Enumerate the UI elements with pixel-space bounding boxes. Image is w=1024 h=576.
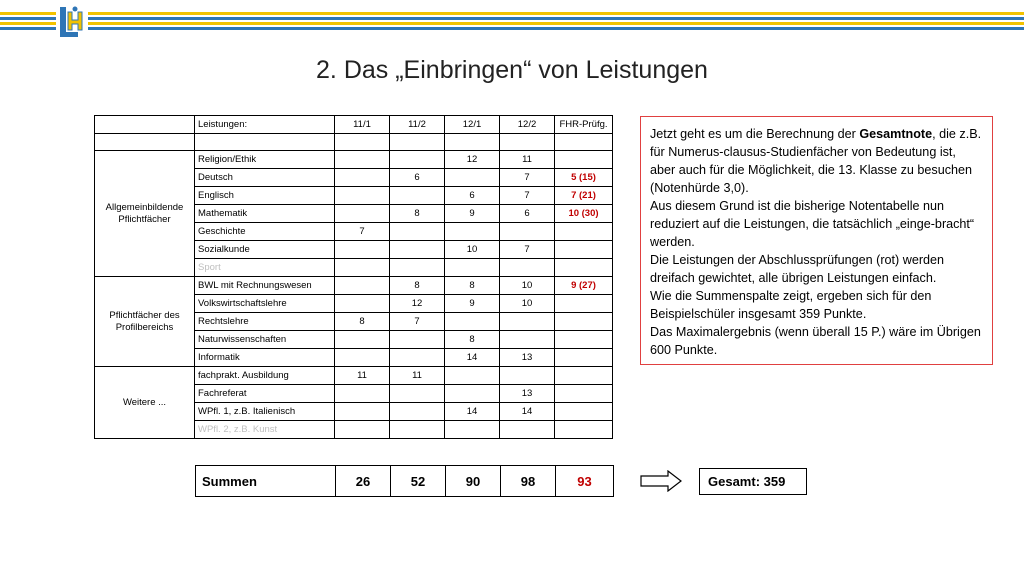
subject-name: Englisch xyxy=(195,187,335,205)
grade-cell: 5 (15) xyxy=(555,169,613,187)
grade-cell xyxy=(335,187,390,205)
subject-name: Fachreferat xyxy=(195,385,335,403)
grade-cell: 8 xyxy=(445,277,500,295)
category-label: Weitere ... xyxy=(95,367,195,439)
grade-cell: 14 xyxy=(445,349,500,367)
page-title: 2. Das „Einbringen“ von Leistungen xyxy=(316,56,708,84)
grade-cell: 8 xyxy=(335,313,390,331)
grade-cell: 6 xyxy=(500,205,555,223)
grade-cell xyxy=(335,295,390,313)
grade-cell xyxy=(390,349,445,367)
sum-fhr-pruefung: 93 xyxy=(556,466,614,497)
explanation-p4: Wie die Summenspalte zeigt, ergeben sich für den Beispielschüler insgesamt 359 Punkte. xyxy=(650,289,932,321)
column-header: 11/2 xyxy=(390,116,445,134)
grade-cell xyxy=(500,331,555,349)
empty-cell xyxy=(95,134,195,151)
grade-cell xyxy=(555,223,613,241)
grade-cell xyxy=(555,259,613,277)
grade-cell xyxy=(555,151,613,169)
grade-cell xyxy=(445,313,500,331)
empty-cell xyxy=(500,134,555,151)
explanation-p2: Aus diesem Grund ist die bisherige Notentabelle nun reduziert auf die Leistungen, die tatsächlich „einge-bracht“ werden. xyxy=(650,199,975,249)
grade-cell: 7 xyxy=(500,187,555,205)
empty-cell xyxy=(445,134,500,151)
grade-cell xyxy=(335,241,390,259)
grade-cell: 11 xyxy=(500,151,555,169)
grade-cell: 6 xyxy=(445,187,500,205)
table-row xyxy=(95,277,613,295)
grade-cell: 14 xyxy=(500,403,555,421)
grade-cell xyxy=(555,367,613,385)
subject-name: Volkswirtschaftslehre xyxy=(195,295,335,313)
sum-12-1: 90 xyxy=(446,466,501,497)
grade-cell: 9 (27) xyxy=(555,277,613,295)
sum-12-2: 98 xyxy=(501,466,556,497)
grade-cell: 10 xyxy=(500,277,555,295)
subject-name: Naturwissenschaften xyxy=(195,331,335,349)
grade-cell xyxy=(555,385,613,403)
grade-cell: 6 xyxy=(390,169,445,187)
column-header: 12/2 xyxy=(500,116,555,134)
grade-cell: 10 xyxy=(500,295,555,313)
grade-cell: 7 xyxy=(500,169,555,187)
grade-cell xyxy=(555,331,613,349)
grade-cell xyxy=(390,223,445,241)
grade-cell: 11 xyxy=(390,367,445,385)
sums-table xyxy=(195,465,614,497)
subject-name: Sozialkunde xyxy=(195,241,335,259)
empty-cell xyxy=(390,134,445,151)
grade-cell xyxy=(445,421,500,439)
grade-cell xyxy=(390,385,445,403)
grade-cell xyxy=(390,259,445,277)
grade-cell xyxy=(500,223,555,241)
grade-cell: 11 xyxy=(335,367,390,385)
grade-cell: 12 xyxy=(445,151,500,169)
grade-cell: 10 (30) xyxy=(555,205,613,223)
empty-cell xyxy=(555,134,613,151)
grade-cell xyxy=(500,421,555,439)
grade-cell: 13 xyxy=(500,349,555,367)
grade-cell: 9 xyxy=(445,295,500,313)
table-header-row xyxy=(95,116,613,134)
table-empty-row xyxy=(95,134,613,151)
sums-row xyxy=(196,466,614,497)
empty-cell xyxy=(335,134,390,151)
header-stripe-blue-2 xyxy=(0,27,1024,30)
sum-11-2: 52 xyxy=(391,466,446,497)
grade-cell xyxy=(390,331,445,349)
subject-name: Religion/Ethik xyxy=(195,151,335,169)
grade-cell xyxy=(390,421,445,439)
grade-cell xyxy=(335,331,390,349)
grade-cell xyxy=(445,385,500,403)
subject-name: WPfl. 2, z.B. Kunst xyxy=(195,421,335,439)
grade-cell xyxy=(445,367,500,385)
grade-cell: 13 xyxy=(500,385,555,403)
subject-name: fachprakt. Ausbildung xyxy=(195,367,335,385)
column-header: 12/1 xyxy=(445,116,500,134)
grade-cell xyxy=(335,205,390,223)
subject-name: Rechtslehre xyxy=(195,313,335,331)
grade-cell xyxy=(555,295,613,313)
header-stripe-blue-1 xyxy=(0,17,1024,20)
subject-name: Geschichte xyxy=(195,223,335,241)
total-box: Gesamt: 359 xyxy=(699,468,807,495)
grade-cell xyxy=(445,259,500,277)
subject-name: Deutsch xyxy=(195,169,335,187)
grade-cell xyxy=(390,403,445,421)
grade-cell xyxy=(445,169,500,187)
explanation-box xyxy=(640,116,993,365)
subject-name: WPfl. 1, z.B. Italienisch xyxy=(195,403,335,421)
explanation-p3: Die Leistungen der Abschlussprüfungen (rot) werden dreifach gewichtet, alle übrigen Leistungen einfach. xyxy=(650,253,945,285)
grade-cell xyxy=(555,349,613,367)
category-label: Pflichtfächer des Profilbereichs xyxy=(95,277,195,367)
header-stripe-yellow-2 xyxy=(0,22,1024,25)
grade-cell xyxy=(500,367,555,385)
grade-cell: 8 xyxy=(390,205,445,223)
grade-cell: 10 xyxy=(445,241,500,259)
grade-cell xyxy=(555,241,613,259)
grade-cell xyxy=(390,151,445,169)
grade-cell xyxy=(555,421,613,439)
grade-cell xyxy=(335,421,390,439)
grade-cell: 7 xyxy=(390,313,445,331)
column-header: 11/1 xyxy=(335,116,390,134)
grade-cell xyxy=(335,259,390,277)
school-logo xyxy=(54,4,90,40)
subject-name: Sport xyxy=(195,259,335,277)
column-header: Leistungen: xyxy=(195,116,335,134)
explanation-p1: Jetzt geht es um die Berechnung der Gesamtnote, die z.B. für Numerus-clausus-Studienfächer von Bedeutung ist, aber auch für die Möglichkeit, die 13. Klasse zu besuchen (Notenhürde 3,0). xyxy=(650,127,982,195)
column-header: FHR-Prüfg. xyxy=(555,116,613,134)
empty-cell xyxy=(195,134,335,151)
grade-cell xyxy=(500,313,555,331)
grade-cell: 7 xyxy=(335,223,390,241)
grade-cell xyxy=(335,169,390,187)
right-arrow-icon xyxy=(640,470,682,497)
grade-cell xyxy=(555,313,613,331)
category-label: Allgemeinbildende Pflichtfächer xyxy=(95,151,195,277)
grade-cell xyxy=(335,403,390,421)
table-row xyxy=(95,367,613,385)
table-row xyxy=(95,151,613,169)
grade-cell xyxy=(555,403,613,421)
header-empty-cell xyxy=(95,116,195,134)
grade-cell xyxy=(390,187,445,205)
grade-cell xyxy=(335,385,390,403)
grade-cell: 9 xyxy=(445,205,500,223)
grade-cell xyxy=(500,259,555,277)
header-stripe-yellow-1 xyxy=(0,12,1024,15)
subject-name: BWL mit Rechnungswesen xyxy=(195,277,335,295)
grade-cell: 7 (21) xyxy=(555,187,613,205)
grade-cell xyxy=(335,277,390,295)
grade-cell: 8 xyxy=(445,331,500,349)
grade-cell xyxy=(335,349,390,367)
sums-label: Summen xyxy=(196,466,336,497)
sum-11-1: 26 xyxy=(336,466,391,497)
grade-cell xyxy=(390,241,445,259)
grade-cell: 7 xyxy=(500,241,555,259)
grade-cell: 8 xyxy=(390,277,445,295)
grade-cell: 14 xyxy=(445,403,500,421)
explanation-p5: Das Maximalergebnis (wenn überall 15 P.) wäre im Übrigen 600 Punkte. xyxy=(650,325,981,357)
grade-cell xyxy=(445,223,500,241)
grade-cell: 12 xyxy=(390,295,445,313)
grades-table xyxy=(94,115,613,439)
grade-cell xyxy=(335,151,390,169)
subject-name: Informatik xyxy=(195,349,335,367)
subject-name: Mathematik xyxy=(195,205,335,223)
